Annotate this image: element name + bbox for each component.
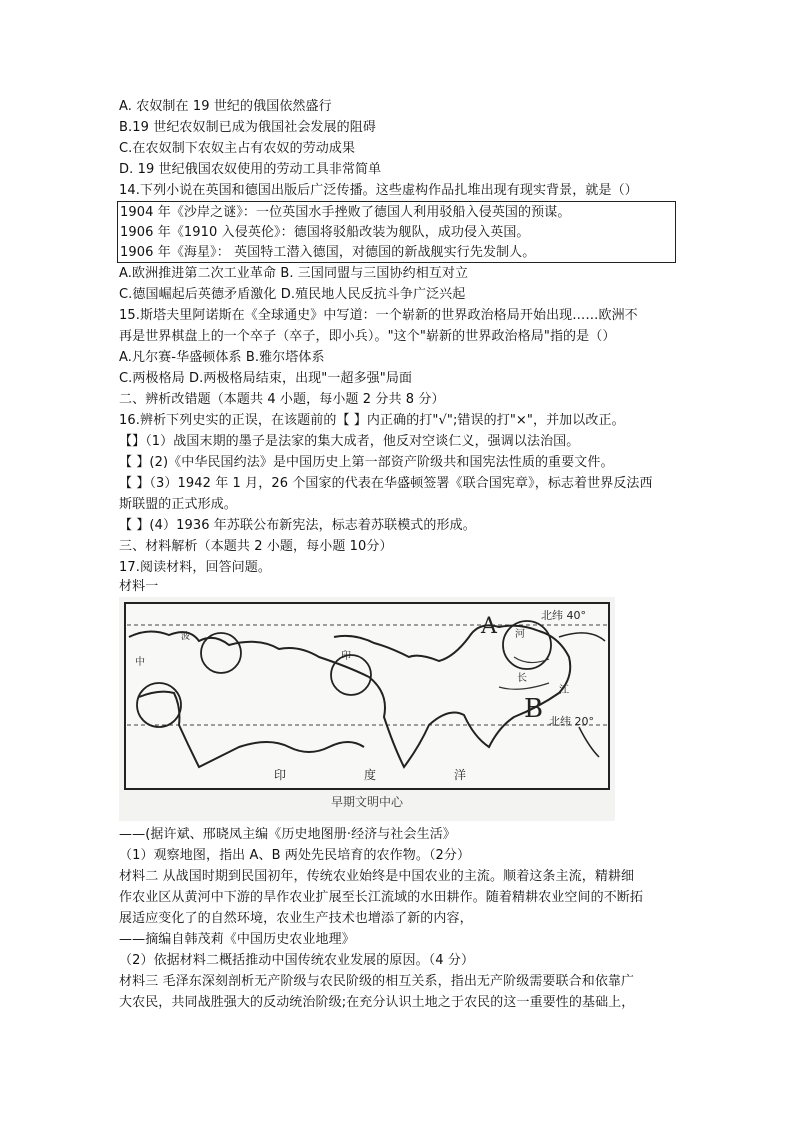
q16-item-3: 【 】（3）1942 年 1 月，26 个国家的代表在华盛顿签署《联合国宪章》，标志着世界反法西	[119, 476, 653, 491]
section-3-heading: 三、材料解析（本题共 2 小题，每小题 10分）	[119, 539, 393, 554]
early-civilization-map	[119, 597, 615, 821]
region-label-zhong: 中	[135, 657, 145, 668]
q16-stem: 16.辨析下列史实的正误，在该题前的【 】内正确的打"√";错误的打"×"，并加以改正。	[119, 413, 625, 428]
q13-option-b: B.19 世纪农奴制已成为俄国社会发展的阻碍	[119, 120, 376, 135]
material-1-label: 材料一	[119, 579, 159, 594]
material-2-source: ——摘编自韩茂莉《中国历史农业地理》	[119, 932, 355, 947]
map-source: ——(据许斌、邢晓凤主编《历史地图册·经济与社会生活》	[119, 827, 456, 842]
novel-1906-invasion: 1906 年《1910 入侵英伦》：德国将驳船改装为舰队，成功侵入英国。	[120, 225, 530, 240]
material-2-line-2: 作农业区从黄河中下游的旱作农业扩展至长江流域的水田耕作。随着精耕农业空间的不断拓	[119, 890, 644, 905]
q13-option-d: D. 19 世纪俄国农奴使用的劳动工具非常简单	[119, 162, 382, 177]
q16-item-4: 【 】(4）1936 年苏联公布新宪法，标志着苏联模式的形成。	[119, 518, 476, 533]
q16-item-2: 【 】(2)《中华民国约法》是中国历史上第一部资产阶级共和国宪法性质的重要文件。	[119, 455, 614, 470]
material-2-line-1: 材料二 从战国时期到民国初年，传统农业始终是中国农业的主流。顺着这条主流，精耕细	[119, 869, 635, 884]
region-label-yin: 印	[341, 651, 351, 662]
q13-option-c: C.在农奴制下农奴主占有农奴的劳动成果	[119, 141, 356, 156]
q15-options-ab: A.凡尔赛-华盛顿体系 B.雅尔塔体系	[119, 350, 325, 365]
novel-1904: 1904 年《沙岸之谜》：一位英国水手挫败了德国人利用驳船入侵英国的预谋。	[120, 205, 571, 220]
q17-sub-2: （2）依据材料二概括推动中国传统农业发展的原因。（4 分）	[119, 953, 475, 968]
q15-stem-1: 15.斯塔夫里阿诺斯在《全球通史》中写道：一个崭新的世界政治格局开始出现……欧洲不	[119, 308, 638, 323]
map-graphic	[119, 597, 615, 821]
q17-stem: 17.阅读材料，回答问题。	[119, 560, 271, 575]
river-label-jiang: 江	[559, 685, 569, 696]
q15-options-cd: C.两极格局 D.两极格局结束，出现"一超多强"局面	[119, 371, 413, 386]
region-label-bo: 波	[181, 632, 191, 642]
latitude-20-label: 北纬 20°	[549, 715, 594, 728]
material-3-line-1: 材料三 毛泽东深刻剖析无产阶级与农民阶级的相互关系，指出无产阶级需要联合和依靠广	[119, 974, 635, 989]
ocean-char-3: 洋	[454, 768, 467, 782]
q17-sub-1: （1）观察地图，指出 A、B 两处先民培育的农作物。（2分）	[119, 848, 471, 863]
q14-stem: 14.下列小说在英国和德国出版后广泛传播。这些虚构作品扎堆出现有现实背景，就是（）	[119, 183, 638, 198]
section-2-heading: 二、辨析改错题（本题共 4 小题，每小题 2 分共 8 分）	[119, 392, 445, 407]
material-2-line-3: 展适应变化了的自然环境，农业生产技术也增添了新的内容，	[119, 911, 473, 926]
ocean-char-2: 度	[364, 768, 377, 782]
q14-novel-box	[117, 201, 676, 263]
map-caption: 早期文明中心	[330, 795, 403, 809]
river-label-he: 河	[515, 629, 525, 640]
q13-option-a: A. 农奴制在 19 世纪的俄国依然盛行	[119, 99, 332, 114]
q16-item-1: 【】（1）战国末期的墨子是法家的集大成者，他反对空谈仁义，强调以法治国。	[119, 434, 580, 449]
novel-1906-starfish: 1906 年《海星》： 英国特工潜入德国，对德国的新战舰实行先发制人。	[120, 245, 536, 260]
latitude-40-label: 北纬 40°	[541, 609, 586, 622]
material-3-line-2: 大农民，共同战胜强大的反动统治阶级;在充分认识土地之于农民的这一重要性的基础上，	[119, 995, 635, 1010]
q15-stem-2: 再是世界棋盘上的一个卒子（卒子，即小兵）。"这个"崭新的世界政治格局"指的是（）	[119, 329, 616, 344]
ocean-char-1: 印	[274, 768, 287, 782]
q16-item-3-cont: 斯联盟的正式形成。	[119, 497, 237, 512]
river-label-chang: 长	[517, 673, 527, 684]
label-b: B	[524, 694, 544, 724]
q14-options-cd: C.德国崛起后英德矛盾激化 D.殖民地人民反抗斗争广泛兴起	[119, 287, 466, 302]
q14-options-ab: A.欧洲推进第二次工业革命 B. 三国同盟与三国协约相互对立	[119, 266, 469, 281]
label-a: A	[481, 614, 497, 639]
